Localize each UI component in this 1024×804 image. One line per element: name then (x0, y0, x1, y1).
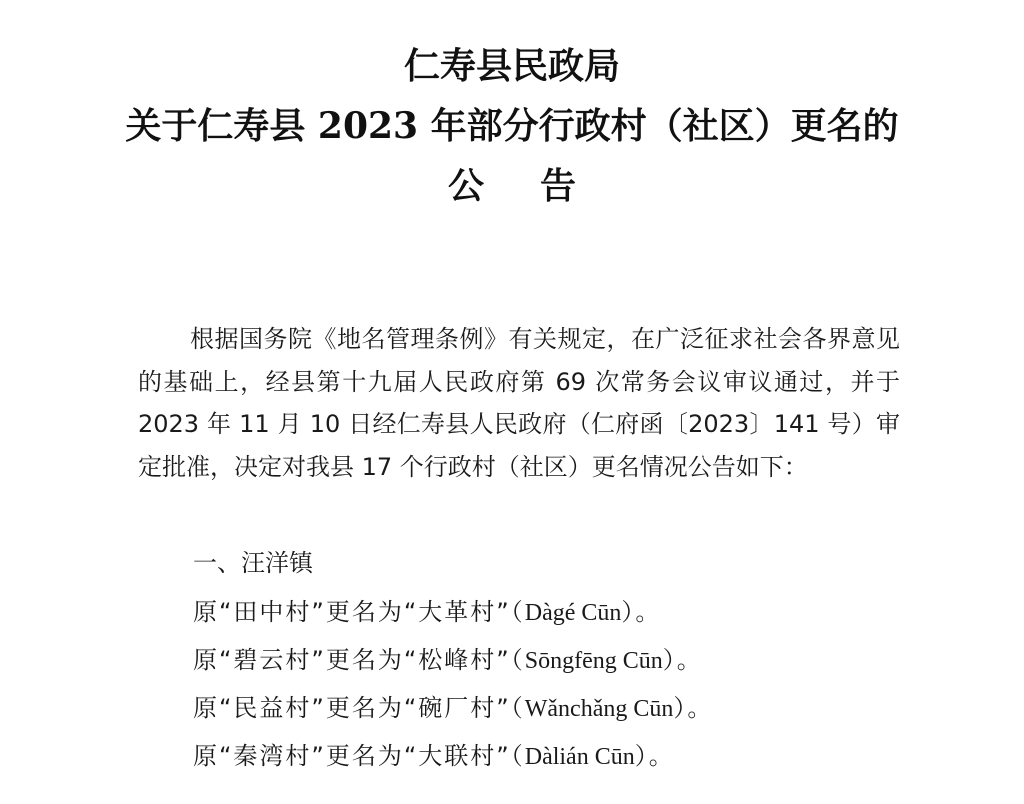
body-paragraph: 根据国务院《地名管理条例》有关规定，在广泛征求社会各界意见的基础上，经县第十九届人民政府第 69 次常务会议审议通过，并于 2023 年 11 月 10 日经仁寿县人民政府（仁府函〔2023〕141 号）审定批准，决定对我县 17 个行政村（社区）更名情况公告如下： (138, 325, 900, 481)
list-item (193, 686, 933, 734)
rename-pinyin: Wǎnchǎng Cūn (524, 696, 674, 722)
list-item (193, 734, 933, 782)
rename-suffix: ）。 (621, 598, 662, 626)
section-heading: 一、汪洋镇 (193, 549, 313, 577)
rename-pinyin: Dàgé Cūn (524, 600, 622, 626)
rename-suffix: ）。 (673, 694, 714, 722)
rename-suffix: ）。 (662, 646, 703, 674)
rename-text: 原“秦湾村”更名为“大联村”（ (193, 742, 525, 770)
title-subject: 关于仁寿县 2023 年部分行政村（社区）更名的 (125, 105, 899, 147)
rename-pinyin: Sōngfēng Cūn (524, 648, 663, 674)
rename-text: 原“民益村”更名为“碗厂村”（ (193, 694, 525, 722)
rename-list (193, 590, 933, 782)
list-item (193, 638, 933, 686)
rename-text: 原“碧云村”更名为“松峰村”（ (193, 646, 525, 674)
rename-suffix: ）。 (634, 742, 675, 770)
document-body (138, 318, 900, 488)
title-issuer: 仁寿县民政局 (403, 45, 620, 87)
document-title (0, 36, 1024, 216)
rename-text: 原“田中村”更名为“大革村”（ (193, 598, 525, 626)
list-item (193, 590, 933, 638)
title-notice: 公告 (447, 165, 632, 207)
rename-pinyin: Dàlián Cūn (524, 744, 635, 770)
